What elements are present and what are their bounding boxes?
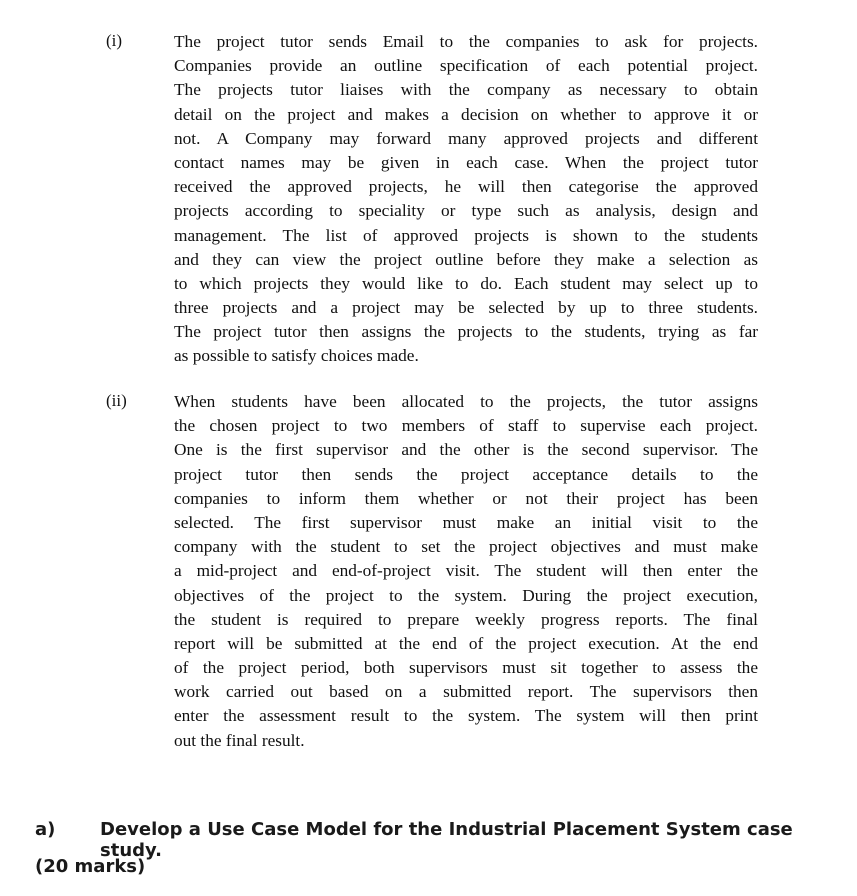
text-line: a mid-project and end-of-project visit. The student will then enter the: [174, 561, 758, 581]
text-line: management. The list of approved projects is shown to the students: [174, 225, 758, 245]
text-line: report will be submitted at the end of the project execution. At the end: [174, 633, 758, 653]
question-text: Develop a Use Case Model for the Industrial Placement System case study.: [100, 819, 793, 861]
text-line: projects according to speciality or type such as analysis, design and: [174, 201, 758, 221]
text-line: the student is required to prepare weekly progress reports. The final: [174, 609, 758, 629]
text-line: The project tutor sends Email to the companies to ask for projects.: [174, 32, 758, 51]
text-line: project tutor then sends the project acceptance details to the: [174, 464, 758, 484]
section-ii-label: (ii): [106, 391, 127, 410]
question-marks: (20 marks): [35, 856, 146, 877]
text-line: When students have been allocated to the projects, the tutor assigns: [174, 392, 758, 411]
text-line: of the project period, both supervisors must sit together to assess the: [174, 658, 758, 678]
text-line: The projects tutor liaises with the company as necessary to obtain: [174, 80, 758, 100]
text-line: not. A Company may forward many approved projects and different: [174, 128, 758, 148]
text-line: three projects and a project may be selected by up to three students.: [174, 298, 758, 318]
text-line: the chosen project to two members of staff to supervise each project.: [174, 416, 758, 436]
section-ii-paragraph: [174, 390, 758, 753]
text-line: and they can view the project outline before they make a selection as: [174, 249, 758, 269]
text-line: company with the student to set the project objectives and must make: [174, 537, 758, 557]
text-line: companies to inform them whether or not their project has been: [174, 488, 758, 508]
question-label: a): [35, 819, 56, 840]
text-line: out the final result.: [174, 730, 305, 750]
text-line: work carried out based on a submitted report. The supervisors then: [174, 682, 758, 702]
text-line: The project tutor then assigns the projects to the students, trying as far: [174, 322, 758, 342]
section-i-paragraph: [174, 30, 758, 369]
text-line: selected. The first supervisor must make an initial visit to the: [174, 512, 758, 532]
text-line: contact names may be given in each case. When the project tutor: [174, 152, 758, 172]
text-line: Companies provide an outline specification of each potential project.: [174, 56, 758, 76]
text-line: received the approved projects, he will then categorise the approved: [174, 177, 758, 197]
text-line: to which projects they would like to do. Each student may select up to: [174, 273, 758, 293]
section-i-label: (i): [106, 31, 123, 50]
text-line: objectives of the project to the system. During the project execution,: [174, 585, 758, 605]
text-line: detail on the project and makes a decision on whether to approve it or: [174, 104, 758, 124]
text-line: One is the first supervisor and the other is the second supervisor. The: [174, 440, 758, 460]
text-line: enter the assessment result to the system. The system will then print: [174, 706, 758, 726]
text-line: as possible to satisfy choices made.: [174, 346, 419, 366]
